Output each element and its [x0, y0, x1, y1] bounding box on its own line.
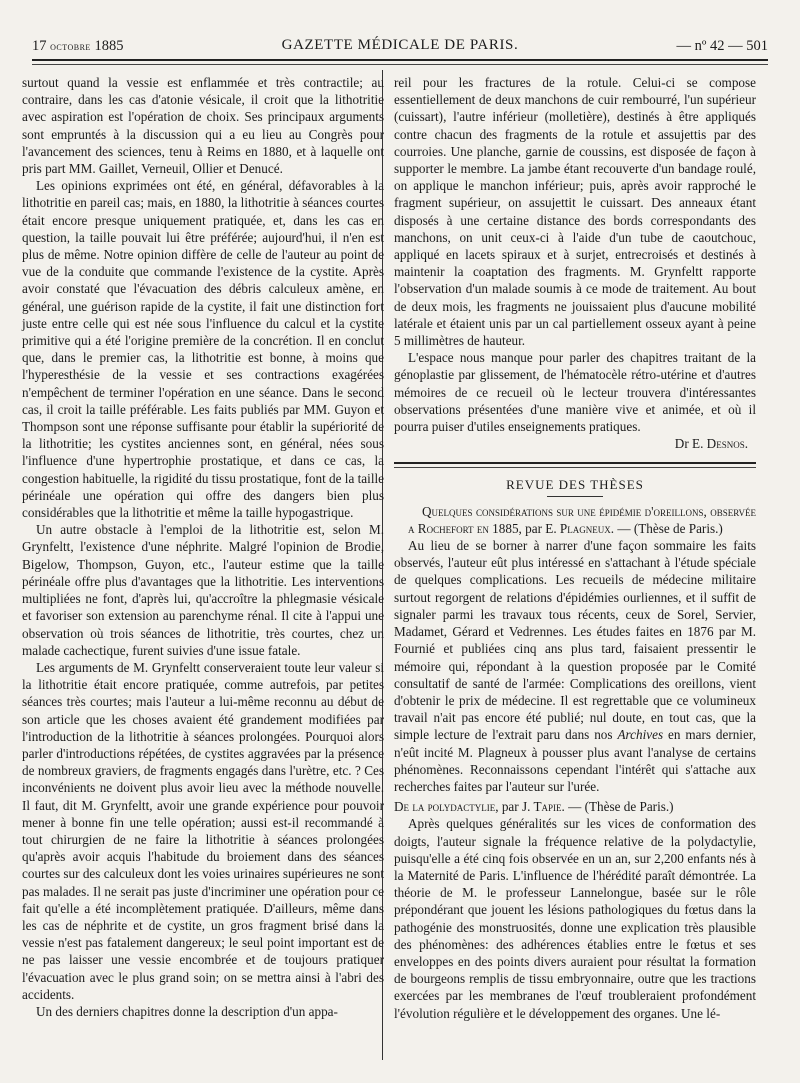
text-run: en mars dernier, n'eût incité M. Plagneux à pousser plus avant l'analyse de certains phénomènes. Reconnaissons cependant l'intérêt qui s'attache aux recherches faites par l'auteur sur l'urée.: [394, 727, 756, 794]
thesis-title-text: De la polydactylie,: [394, 799, 499, 815]
thesis-title-by: par: [498, 799, 522, 815]
paragraph: reil pour les fractures de la rotule. Celui-ci se compose essentiellement de deux manchons de cuir rembourré, l'un supérieur (cuissart), l'autre inférieur (molletière), destinés à être appliqués contre chacun des fragments de la rotule et assujettis par des courroies. Une planche, garnie de coussins, est disposée de façon à supporter le membre. La jambe étant recouverte d'un bandage roulé, on applique le manchon inférieur; puis, après avoir rapproché le fragment supérieur, on assujettit le cuissart. Des anneaux étant disposés à une certaine distance des bords correspondants des manchons, on unit ceux-ci à l'aide d'un tube de caoutchouc, appliqué en lacets spiraux et à surjet, entrecroisés et destinés à maintenir la coaptation des fragments. M. Grynfeltt rapporte l'observation d'un malade soumis à ce mode de traitement. Au bout de deux mois, les fragments ne jouissaient plus d'aucune mobilité latérale et étaient unis par un cal partiellement osseux ayant à peine 5 millimètres de hauteur.: [394, 75, 756, 349]
section-title: REVUE DES THÈSES: [506, 477, 644, 493]
date-month: octobre: [50, 41, 91, 53]
author-signature: [394, 435, 756, 452]
paragraph: Les arguments de M. Grynfeltt conserveraient toute leur valeur si la lithotritie était encore pratiquée, comme autrefois, par petites séances très courtes; mais l'auteur a lui-même reconnu au début de son article que les choses avaient été grandement modifiées par l'introduction de la lithotritie à séances prolongées. Pourquoi alors parler d'introductions répétées, de cystites aggravées par la présence de nombreux graviers, de fragments engagés dans l'urètre, etc. ? Ces inconvénients ne doivent plus avoir lieu avec la méthode nouvelle. Il faut, dit M. Grynfeltt, avoir une grande expérience pour pouvoir mener à bonne fin une telle opération; aussi est-il recommandé à tout chirurgien de ne faire la lithotritie à séances prolongées qu'après avoir acquis l'habitude du broiement dans des séances courtes sur des calculeux dont les voies urinaires supérieures ne sont pas malades. Il ne serait pas juste d'incriminer une opération pour ce fait qu'elle a été incomplètement pratiquée. D'ailleurs, même dans les cas de néphrite et de cystite, un gros fragment brisé dans la vessie n'est pas fatalement dangereux; le seul point important est de ne pas laisser une vessie encombrée et de toujours pratiquer l'évacuation avec le plus grand soin; on se mettra ainsi à l'abri des accidents.: [22, 659, 384, 1002]
italic-run: Archives: [617, 727, 664, 743]
header-rule: [32, 59, 768, 61]
right-column: [394, 74, 756, 1022]
text-run: Au lieu de se borner à narrer d'une façon sommaire les faits observés, l'auteur eût plus intéressé en s'attachant à l'étude spéciale de quelques complications. Les recueils de médecine militaire surtout regorgent de relations d'épidémies ourliennes, et il suffit de signaler parmi les travaux tous récents, ceux de Sorel, Servier, Madamet, Gérard et Vedrennes. Les études faites en 1876 par M. Fournié et publiées cinq ans plus tard, faisaient pressentir le mémoire qui, répondant à la question proposée par le Comité consultatif de santé de l'armée: Complications des oreillons, vient d'obtenir le prix de médecine. Il est regrettable que ce volumineux travail n'ait pas encore été publié; nul doute, en tout cas, que la simple lecture de l'extrait paru dans nos: [394, 538, 756, 743]
thesis-title-text: Quelques considérations sur une épidémie d'oreillons, observée a Rochefort en: [408, 503, 756, 536]
date-day: 17: [32, 38, 47, 54]
signature-prefix: Dr E.: [674, 436, 704, 452]
section-rule: [394, 462, 756, 468]
paragraph: L'espace nous manque pour parler des chapitres traitant de la génoplastie par glissement, de l'hématocèle rétro-utérine et d'autres mémoires de ce recueil où le lecteur trouvera d'intéressantes observations présentées d'une manière vive et animée, et où il pourra puiser d'utiles enseignements pratiques.: [394, 350, 756, 435]
thesis-title: [394, 798, 756, 815]
paragraph: surtout quand la vessie est enflammée et très contractile; au contraire, dans les cas d'atonie vésicale, il croit que la lithotritie avec aspiration est l'opération de choix. Ses principaux arguments sont empruntés à la discussion qui a eu lieu au Congrès pour l'avancement des sciences, tenu à Reims en 1880, et à laquelle ont pris part MM. Gaillet, Verneuil, Ollier et Denucé.: [22, 75, 384, 177]
thesis-source: — (Thèse de Paris.): [564, 799, 674, 815]
paragraph: Un autre obstacle à l'emploi de la lithotritie est, selon M. Grynfeltt, l'existence d'une néphrite. Malgré l'opinion de Brodie, Bigelow, Thompson, Guyon, etc., l'auteur estime que la taille périnéale offre plus d'avantages que la lithotritie. Les interventions multipliées ne font, d'après lui, qu'accroître la phlegmasie vésicale et favoriser son extension au parenchyme rénal. Il cite à l'appui une observation où trois séances de lithotritie, très courtes, chez un malade cachectique, furent suivies d'une issue fatale.: [22, 522, 384, 658]
thesis-title: [394, 503, 756, 537]
paragraph: Un des derniers chapitres donne la description d'un appa-: [36, 1003, 338, 1019]
thesis-source: — (Thèse de Paris.): [614, 520, 723, 536]
thesis-author: E. Plagneux.: [545, 520, 615, 536]
signature-name: Desnos.: [706, 436, 748, 452]
left-column: [22, 74, 384, 1020]
section-title-rule: [547, 496, 603, 497]
journal-title: GAZETTE MÉDICALE DE PARIS.: [281, 37, 519, 53]
thesis-title-by: 1885, par: [488, 520, 546, 536]
paragraph: Après quelques généralités sur les vices de conformation des doigts, l'auteur signale la fréquence relative de la polydactylie, puisqu'elle a été cinq fois observée en un an, sur 2,200 enfants nés à la Maternité de Paris. L'influence de l'hérédité paraît démontrée. La théorie de M. le professeur Lannelongue, basée sur le rôle prépondérant que jouent les lésions pathologiques du fœtus dans la pathogénie des monstruosités, donne une explication très plausible des phénomènes: des adhérences établies entre le fœtus et ses enveloppes en des points divers auraient pour résultat la formation de bourgeons remplis de tissu embryonnaire, outre que les tractions exercées par les membranes de l'œuf troubleraient profondément l'évolution régulière et le développement des organes. Une lé-: [394, 816, 756, 1021]
issue-number: — nº 42 — 501: [676, 38, 768, 54]
page-header: [32, 36, 768, 58]
paragraph: [394, 537, 756, 795]
thesis-author: J. Tapie.: [521, 799, 565, 815]
date-year: 1885: [94, 38, 124, 54]
paragraph: Les opinions exprimées ont été, en général, défavorables à la lithotritie en pareil cas; mais, en 1880, la lithotritie à séances courtes était encore presque uniquement pratiquée, et, dans les cas en question, la taille pouvait lui être préférée; aujourd'hui, il n'en est plus de même. Notre opinion diffère de celle de l'auteur au point de vue de la conduite que commande l'existence de la cystite. Après avoir constaté que l'évacuation des débris calculeux amène, en général, une guérison rapide de la cystite, il fait une distinction fort juste entre celle qui est née sous l'influence du calcul et la cystite primitive qui a été l'origine première de la concrétion. Il en conclut que, dans le premier cas, la lithotritie est bonne, à moins que l'hyperesthésie de la vessie et ses contractions exagérées n'empêchent de terminer l'opération en une séance. Dans le second cas, il croit la taille préférable. Les faits publiés par MM. Guyon et Thompson sont une réponse suffisante pour établir la supériorité de la lithotritie; les cystites anciennes sont, en général, nées sous l'influence d'une hypertrophie prostatique, et dans ce cas, la congestion habituelle, la rigidité du tissu prostatique, font de la taille périnéale une opération qui offre des dangers bien plus considérables que la lithotritie et même la taille hypogastrique.: [22, 178, 384, 521]
header-rule-thin: [32, 64, 768, 65]
